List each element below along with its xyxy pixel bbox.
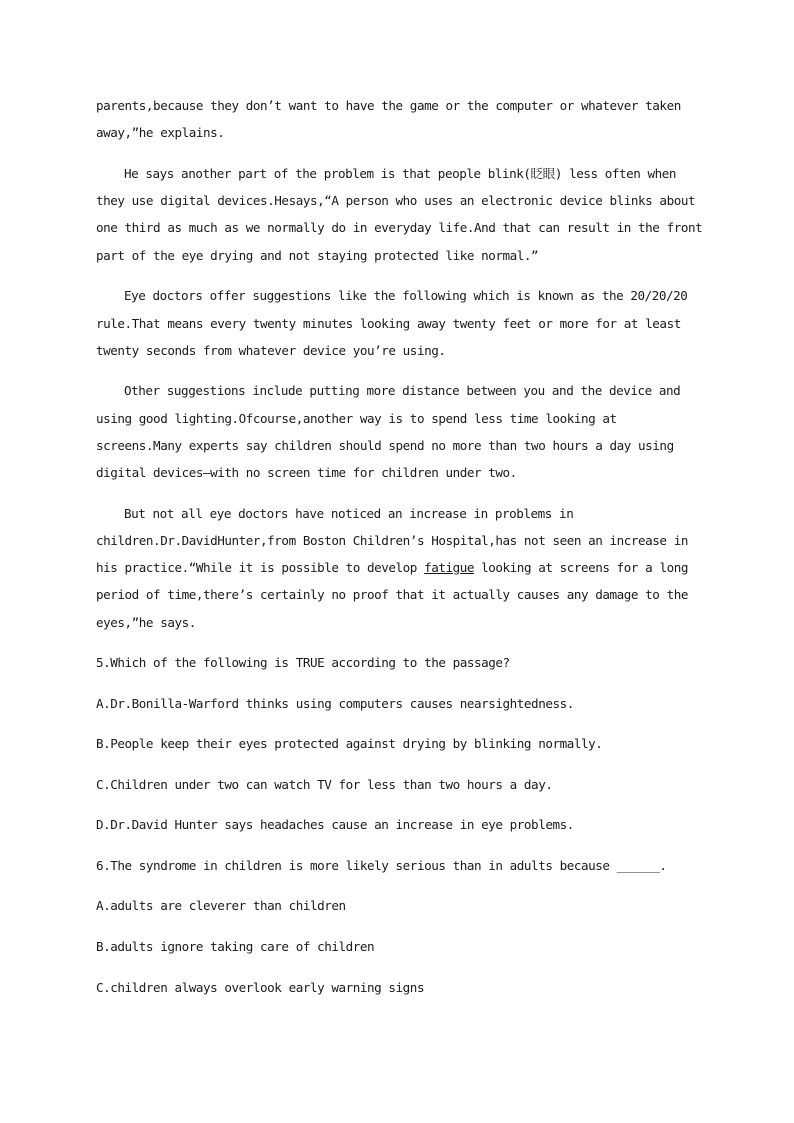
paragraph-4-line-3: screens.Many experts say children should spend no more than two hours a day using — [96, 438, 674, 453]
question-6-option-b: B.adults ignore taking care of children — [96, 939, 375, 954]
paragraph-2-line-3: one third as much as we normally do in everyday life.And that can result in the front — [96, 220, 703, 235]
paragraph-1-line-2: away,”he explains. — [96, 125, 225, 140]
paragraph-1-line-1: parents,because they don’t want to have the game or the computer or whatever taken — [96, 98, 681, 113]
paragraph-3-line-3: twenty seconds from whatever device you’re using. — [96, 343, 446, 358]
paragraph-5-line-4: period of time,there’s certainly no proof that it actually causes any damage to the — [96, 587, 688, 602]
paragraph-3-line-2: rule.That means every twenty minutes looking away twenty feet or more for at least — [96, 316, 681, 331]
underlined-word-fatigue: fatigue — [424, 560, 475, 575]
question-5-stem: 5.Which of the following is TRUE according to the passage? — [96, 655, 510, 670]
paragraph-5-line-3-start: his practice.“While it is possible to develop — [96, 560, 425, 575]
paragraph-4-line-1: Other suggestions include putting more distance between you and the device and — [124, 383, 681, 398]
paragraph-4-line-2: using good lighting.Ofcourse,another way is to spend less time looking at — [96, 411, 617, 426]
paragraph-2-line-1: He says another part of the problem is that people blink(眨眼) less often when — [124, 166, 677, 181]
question-6-option-a: A.adults are cleverer than children — [96, 898, 346, 913]
paragraph-5-line-5: eyes,”he says. — [96, 615, 196, 630]
question-6-option-c: C.children always overlook early warning signs — [96, 980, 425, 995]
paragraph-5-line-3 — [96, 560, 688, 576]
question-5-option-a: A.Dr.Bonilla-Warford thinks using computers causes nearsightedness. — [96, 696, 574, 711]
question-5-option-b: B.People keep their eyes protected against drying by blinking normally. — [96, 736, 603, 751]
paragraph-4-line-4: digital devices—with no screen time for children under two. — [96, 465, 517, 480]
paragraph-3-line-1: Eye doctors offer suggestions like the following which is known as the 20/20/20 — [124, 288, 688, 303]
paragraph-2-line-2: they use digital devices.Hesays,“A person who uses an electronic device blinks about — [96, 193, 696, 208]
question-5-option-d: D.Dr.David Hunter says headaches cause an increase in eye problems. — [96, 817, 574, 832]
paragraph-5-line-1: But not all eye doctors have noticed an increase in problems in — [124, 506, 574, 521]
question-6-stem: 6.The syndrome in children is more likely serious than in adults because ______. — [96, 858, 667, 873]
paragraph-2-line-4: part of the eye drying and not staying protected like normal.” — [96, 248, 539, 263]
question-5-option-c: C.Children under two can watch TV for less than two hours a day. — [96, 777, 553, 792]
paragraph-5-line-2: children.Dr.DavidHunter,from Boston Children’s Hospital,has not seen an increase in — [96, 533, 688, 548]
paragraph-5-line-3-end: looking at screens for a long — [474, 560, 688, 575]
